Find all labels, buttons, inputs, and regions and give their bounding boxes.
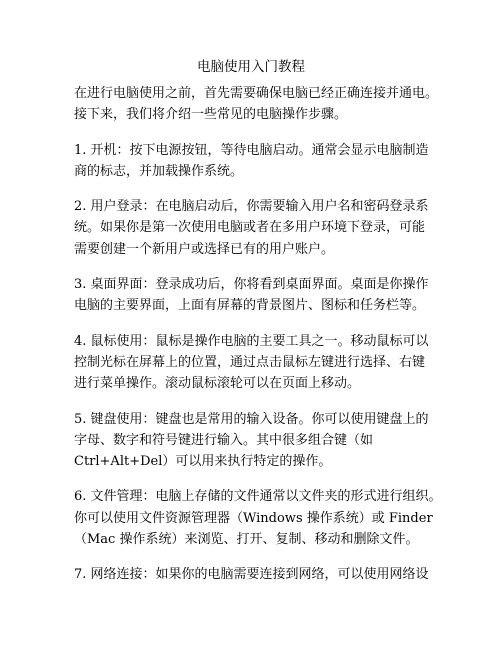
text-line: 2. 用户登录：在电脑启动后，你需要输入用户名和密码登录系	[74, 199, 429, 215]
document-title: 电脑使用入门教程	[197, 59, 305, 75]
text-line: 6. 文件管理：电脑上存储的文件通常以文件夹的形式进行组织。	[74, 489, 442, 505]
paragraph-step-2	[74, 196, 440, 260]
text-line: 3. 桌面界面：登录成功后，你将看到桌面界面。桌面是你操作	[74, 277, 429, 293]
paragraph-step-5	[74, 409, 440, 473]
text-line: 1. 开机：按下电源按钮，等待电脑启动。通常会显示电脑制造	[74, 142, 429, 158]
paragraph-intro	[74, 83, 440, 126]
paragraph-step-1	[74, 140, 440, 183]
text-line: （Mac 操作系统）来浏览、打开、复制、移动和删除文件。	[74, 532, 419, 548]
text-line: 7. 网络连接：如果你的电脑需要连接到网络，可以使用网络设	[74, 567, 429, 583]
paragraph-step-6	[74, 486, 440, 550]
text-line: 5. 键盘使用：键盘也是常用的输入设备。你可以使用键盘上的	[74, 411, 429, 427]
text-line: 商的标志，并加载操作系统。	[74, 163, 244, 179]
paragraph-step-4	[74, 331, 440, 395]
text-line: 电脑的主要界面，上面有屏幕的背景图片、图标和任务栏等。	[74, 298, 426, 314]
text-line: 接下来，我们将介绍一些常见的电脑操作步骤。	[74, 107, 348, 123]
text-line: 统。如果你是第一次使用电脑或者在多用户环境下登录，可能	[74, 220, 426, 236]
text-line: 你可以使用文件资源管理器（Windows 操作系统）或 Finder	[74, 510, 433, 526]
paragraph-step-7	[74, 564, 440, 585]
text-line: 字母、数字和符号键进行输入。其中很多组合键（如	[74, 432, 374, 448]
text-line: Ctrl+Alt+Del）可以用来执行特定的操作。	[74, 454, 332, 470]
paragraph-step-3	[74, 274, 440, 317]
text-line: 控制光标在屏幕上的位置，通过点击鼠标左键进行选择、右键	[74, 354, 426, 370]
text-line: 需要创建一个新用户或选择已有的用户账户。	[74, 241, 335, 257]
text-line: 进行菜单操作。滚动鼠标滚轮可以在页面上移动。	[74, 376, 361, 392]
document-body	[74, 83, 440, 600]
text-line: 在进行电脑使用之前，首先需要确保电脑已经正确连接并通电。	[74, 86, 439, 101]
text-line: 4. 鼠标使用：鼠标是操作电脑的主要工具之一。移动鼠标可以	[74, 333, 429, 349]
